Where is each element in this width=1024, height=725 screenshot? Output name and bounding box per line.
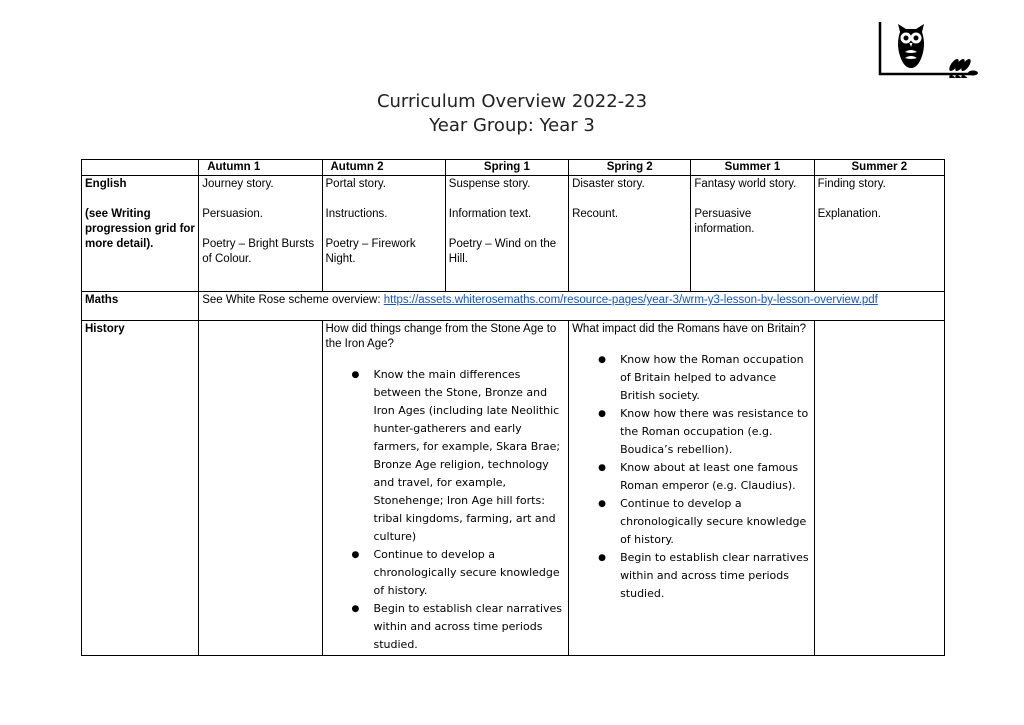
page-title: Curriculum Overview 2022-23 [376,91,648,112]
unit-text: Poetry – Bright Bursts of Colour. [202,238,315,265]
unit-text: Suspense story. [448,178,531,190]
unit-text: Portal story. [325,178,386,190]
term-header-spring-2: Spring 2 [569,160,691,176]
maths-cell [199,292,945,321]
history-autumn-bullets [326,366,566,654]
unit-text: Fantasy world story. [694,178,797,190]
unit-text: Information text. [448,208,532,220]
list-item: ● Know how the Roman occupation of Britain helped to advance British society. [620,351,811,405]
list-item: ● Know about at least one famous Roman emperor (e.g. Claudius). [620,459,811,495]
list-item: ● Know the main differences between the Stone, Bronze and Iron Ages (including late Neolithic hunter-gatherers and early farmers, for example, Skara Brae; Bronze Age religion, technology and travel, for example, Stonehenge; Iron Age hill forts: tribal kingdoms, farming, art and culture) [374,366,566,546]
unit-text: Disaster story. [572,178,645,190]
english-spring-1-cell [445,176,568,292]
list-item: ● Begin to establish clear narratives within and across time periods studied. [374,600,566,654]
history-spring-question: What impact did the Romans have on Britain? [572,323,807,335]
unit-text: Persuasion. [202,208,263,220]
term-header-row [82,160,945,176]
english-note: (see Writing progression grid for more detail). [85,208,195,250]
list-item: ● Know how there was resistance to the Roman occupation (e.g. Boudica’s rebellion). [620,405,811,459]
unit-text: Explanation. [817,208,881,220]
term-header-spring-1: Spring 1 [445,160,568,176]
history-autumn-cell [322,321,569,656]
curriculum-table [81,159,945,656]
term-header-summer-2: Summer 2 [814,160,944,176]
owl-logo-icon [874,18,984,78]
unit-text: Poetry – Wind on the Hill. [448,238,557,265]
english-autumn-1-cell [199,176,322,292]
history-label: History [82,321,199,656]
history-summer-cell [814,321,944,656]
english-summer-1-cell [691,176,814,292]
english-label: English [85,178,127,190]
year-group-subtitle: Year Group: Year 3 [429,115,595,136]
unit-text: Recount. [572,208,619,220]
unit-text: Finding story. [817,178,886,190]
english-autumn-2-cell [322,176,445,292]
maths-row [82,292,945,321]
unit-text: Journey story. [202,178,274,190]
list-item: ● Continue to develop a chronologically secure knowledge of history. [374,546,566,600]
history-autumn-question: How did things change from the Stone Age to the Iron Age? [325,323,557,350]
history-spring-cell [569,321,815,656]
term-header-autumn-1: Autumn 1 [199,160,322,176]
header-blank-cell [82,160,199,176]
english-label-cell [82,176,199,292]
english-summer-2-cell [814,176,944,292]
unit-text: Instructions. [325,208,388,220]
history-row [82,321,945,656]
term-header-summer-1: Summer 1 [691,160,814,176]
maths-label: Maths [82,292,199,321]
list-item: ● Begin to establish clear narratives within and across time periods studied. [620,549,811,603]
maths-text: See White Rose scheme overview: [202,294,384,306]
unit-text: Poetry – Firework Night. [325,238,416,265]
term-header-autumn-2: Autumn 2 [322,160,445,176]
document-heading [0,90,1024,138]
unit-text: Persuasive information. [694,208,755,235]
history-spring-bullets [572,351,811,603]
english-spring-2-cell [569,176,691,292]
english-row [82,176,945,292]
white-rose-overview-link[interactable]: https://assets.whiterosemaths.com/resource-pages/year-3/wrm-y3-lesson-by-lesson-overview.pdf [383,294,878,306]
list-item: ● Continue to develop a chronologically secure knowledge of history. [620,495,811,549]
history-autumn-1-cell [199,321,322,656]
